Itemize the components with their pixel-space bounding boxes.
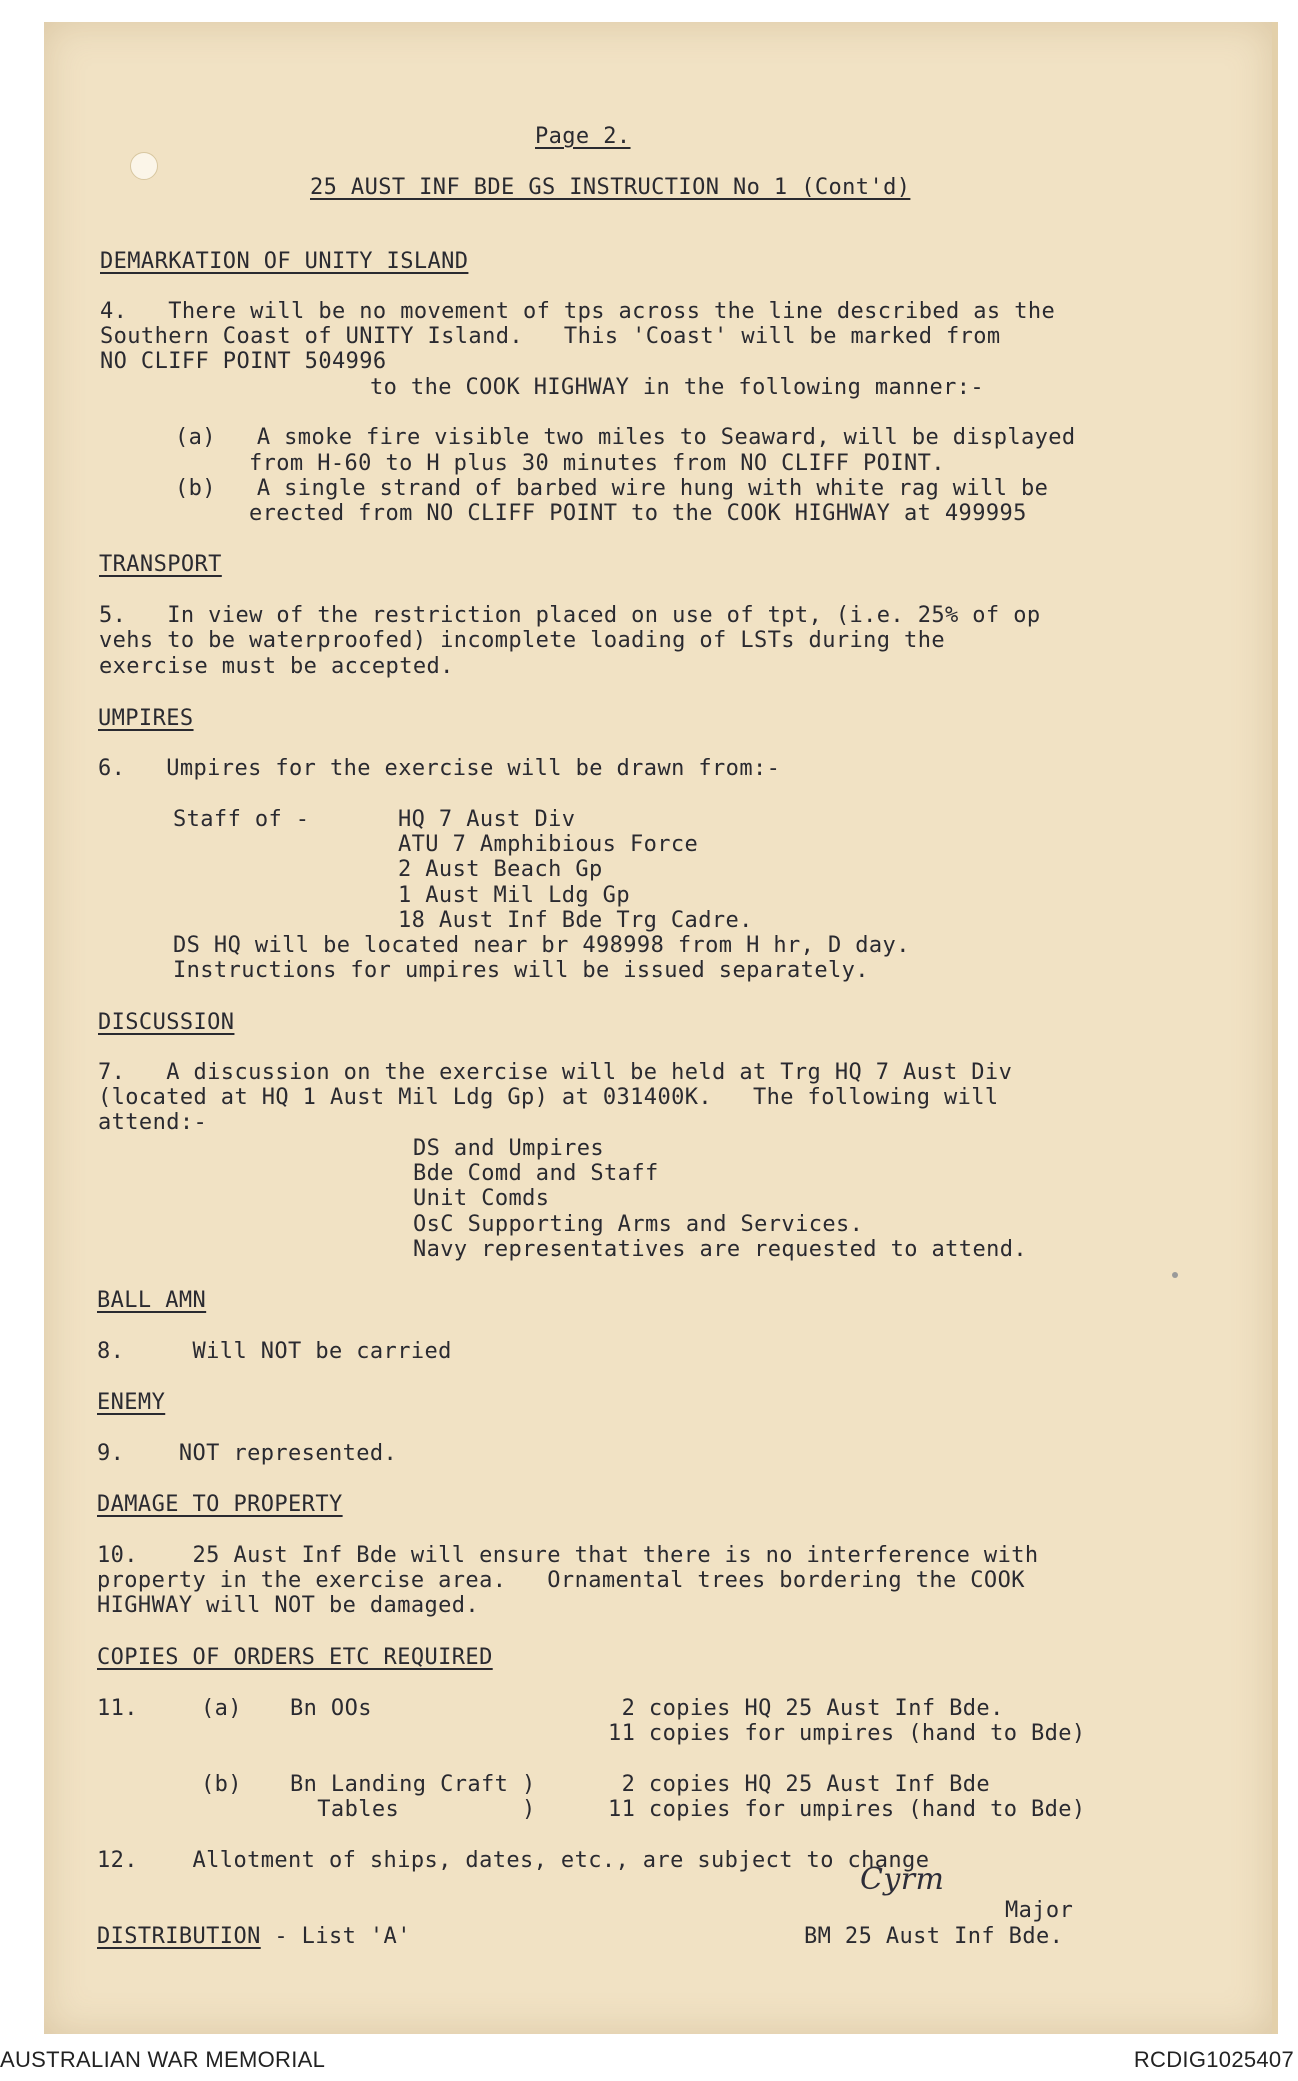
item-a-line-1: (a) A smoke fire visible two miles to Seaward, will be displayed <box>175 425 1076 450</box>
para-4-line-1: 4. There will be no movement of tps across the line described as the <box>100 299 1056 324</box>
item-a-name: Bn OOs <box>290 1696 372 1721</box>
staff-item: 1 Aust Mil Ldg Gp <box>398 883 630 908</box>
para-6-line-3: Instructions for umpires will be issued separately. <box>173 958 869 983</box>
para-7-line-2: (located at HQ 1 Aust Mil Ldg Gp) at 031400K. The following will <box>98 1085 999 1110</box>
item-b-name-2: Tables ) <box>290 1797 536 1822</box>
para-9: 9. NOT represented. <box>97 1441 398 1466</box>
item-b-line-2: erected from NO CLIFF POINT to the COOK HIGHWAY at 499995 <box>249 501 1027 526</box>
staff-item: HQ 7 Aust Div <box>398 807 576 832</box>
para-10-line-1: 10. 25 Aust Inf Bde will ensure that there is no interference with <box>97 1543 1039 1568</box>
document-title: 25 AUST INF BDE GS INSTRUCTION No 1 (Cont'd) <box>310 175 911 200</box>
staff-label: Staff of - <box>173 807 310 832</box>
distribution-text: - List 'A' <box>260 1924 411 1949</box>
para-11-number: 11. <box>97 1696 138 1721</box>
para-12: 12. Allotment of ships, dates, etc., are subject to change <box>97 1848 930 1873</box>
item-a-copies-1: 2 copies HQ 25 Aust Inf Bde. <box>608 1696 1004 1721</box>
item-b-name-1: Bn Landing Craft ) <box>290 1772 536 1797</box>
signature-rank: Major <box>1005 1898 1074 1923</box>
attendee: Bde Comd and Staff <box>413 1161 659 1186</box>
attendee: Navy representatives are requested to attend. <box>413 1237 1028 1262</box>
para-4-line-3: NO CLIFF POINT 504996 <box>100 349 387 374</box>
item-b-copies-2: 11 copies for umpires (hand to Bde) <box>608 1797 1086 1822</box>
heading-transport: TRANSPORT <box>99 552 222 577</box>
staff-item: 2 Aust Beach Gp <box>398 857 603 882</box>
item-b-copies-1: 2 copies HQ 25 Aust Inf Bde <box>608 1772 991 1797</box>
para-7-line-3: attend:- <box>98 1110 208 1135</box>
attendee: DS and Umpires <box>413 1136 605 1161</box>
para-10-line-2: property in the exercise area. Ornamental trees bordering the COOK <box>97 1568 1025 1593</box>
para-4-line-4: to the COOK HIGHWAY in the following manner:- <box>370 375 985 400</box>
footer-id: RCDIG1025407 <box>1133 2047 1294 2072</box>
item-a-line-2: from H-60 to H plus 30 minutes from NO CLIFF POINT. <box>249 451 945 476</box>
para-5-line-1: 5. In view of the restriction placed on use of tpt, (i.e. 25% of op <box>99 603 1041 628</box>
item-b-label: (b) <box>201 1772 242 1797</box>
footer-source: AUSTRALIAN WAR MEMORIAL <box>0 2047 326 2072</box>
para-8: 8. Will NOT be carried <box>97 1339 452 1364</box>
signature-unit: BM 25 Aust Inf Bde. <box>804 1924 1064 1949</box>
speck <box>1172 1272 1178 1278</box>
heading-umpires: UMPIRES <box>98 706 194 731</box>
item-b-line-1: (b) A single strand of barbed wire hung with white rag will be <box>175 476 1049 501</box>
para-5-line-3: exercise must be accepted. <box>99 654 454 679</box>
heading-copies: COPIES OF ORDERS ETC REQUIRED <box>97 1645 493 1670</box>
heading-ball-amn: BALL AMN <box>97 1288 207 1313</box>
staff-item: ATU 7 Amphibious Force <box>398 832 699 857</box>
heading-enemy: ENEMY <box>97 1390 166 1415</box>
heading-discussion: DISCUSSION <box>98 1010 235 1035</box>
punch-hole <box>130 152 158 180</box>
distribution-line <box>97 1924 411 1949</box>
para-6-line-2: DS HQ will be located near br 498998 from H hr, D day. <box>173 933 910 958</box>
para-10-line-3: HIGHWAY will NOT be damaged. <box>97 1593 480 1618</box>
para-6-line-1: 6. Umpires for the exercise will be drawn from:- <box>98 756 781 781</box>
distribution-label: DISTRIBUTION <box>97 1924 261 1949</box>
item-a-label: (a) <box>201 1696 242 1721</box>
page-number: Page 2. <box>535 124 631 149</box>
signature: Cyrm <box>860 1862 945 1897</box>
attendee: OsC Supporting Arms and Services. <box>413 1212 864 1237</box>
para-4-line-2: Southern Coast of UNITY Island. This 'Coast' will be marked from <box>100 324 1001 349</box>
para-7-line-1: 7. A discussion on the exercise will be held at Trg HQ 7 Aust Div <box>98 1060 1013 1085</box>
attendee: Unit Comds <box>413 1186 550 1211</box>
heading-demarkation: DEMARKATION OF UNITY ISLAND <box>100 249 469 274</box>
staff-item: 18 Aust Inf Bde Trg Cadre. <box>398 908 753 933</box>
para-5-line-2: vehs to be waterproofed) incomplete loading of LSTs during the <box>99 628 945 653</box>
heading-damage: DAMAGE TO PROPERTY <box>97 1492 343 1517</box>
item-a-copies-2: 11 copies for umpires (hand to Bde) <box>608 1721 1086 1746</box>
